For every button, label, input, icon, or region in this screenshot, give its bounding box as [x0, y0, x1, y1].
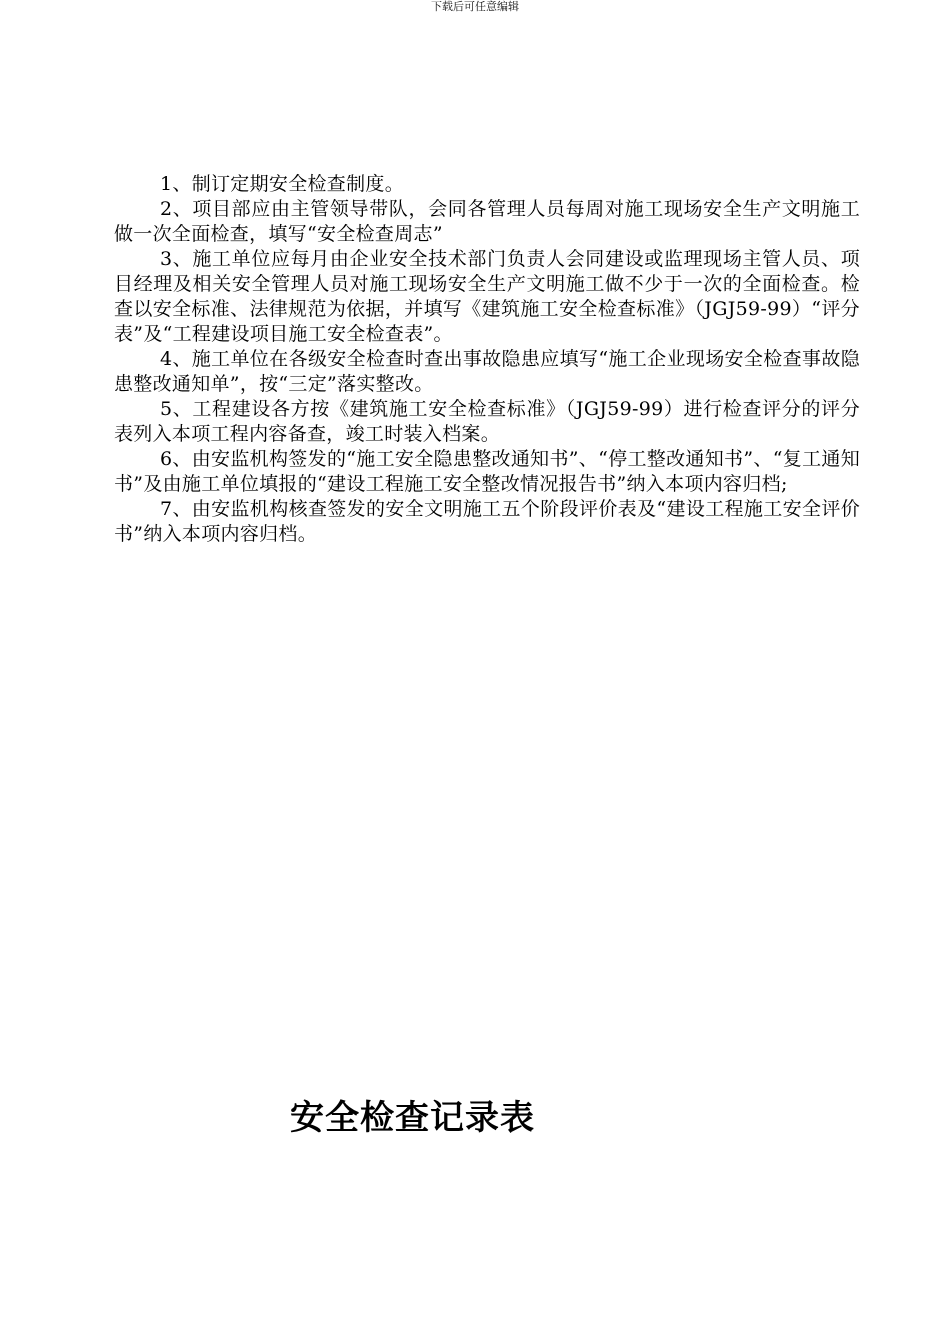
paragraph-1: 1、制订定期安全检查制度。	[160, 173, 404, 195]
paragraph-3: 3、施工单位应每月由企业安全技术部门负责人会同建设或监理现场主管人员、项目经理及相关安全管理人员对施工现场安全生产文明施工做不少于一次的全面检查。检查以安全标准、法律规范为依据，并填写《建筑施工安全检查标准》（JGJ59-99）“评分表”及“工程建设项目施工安全检查表”。	[114, 248, 860, 345]
document-body	[114, 172, 860, 547]
page-header-note: 下载后可任意编辑	[431, 0, 519, 13]
document-title: 安全检查记录表	[290, 1098, 535, 1138]
paragraph-2: 2、项目部应由主管领导带队，会同各管理人员每周对施工现场安全生产文明施工做一次全面检查，填写“安全检查周志”	[114, 198, 860, 245]
paragraph-4: 4、施工单位在各级安全检查时查出事故隐患应填写“施工企业现场安全检查事故隐患整改通知单”，按“三定”落实整改。	[114, 348, 860, 395]
paragraph-7: 7、由安监机构核查签发的安全文明施工五个阶段评价表及“建设工程施工安全评价书”纳入本项内容归档。	[114, 498, 860, 545]
paragraph-6: 6、由安监机构签发的“施工安全隐患整改通知书”、“停工整改通知书”、“复工通知书”及由施工单位填报的“建设工程施工安全整改情况报告书”纳入本项内容归档;	[114, 448, 860, 495]
paragraph-5: 5、工程建设各方按《建筑施工安全检查标准》（JGJ59-99）进行检查评分的评分表列入本项工程内容备查，竣工时装入档案。	[114, 398, 860, 445]
